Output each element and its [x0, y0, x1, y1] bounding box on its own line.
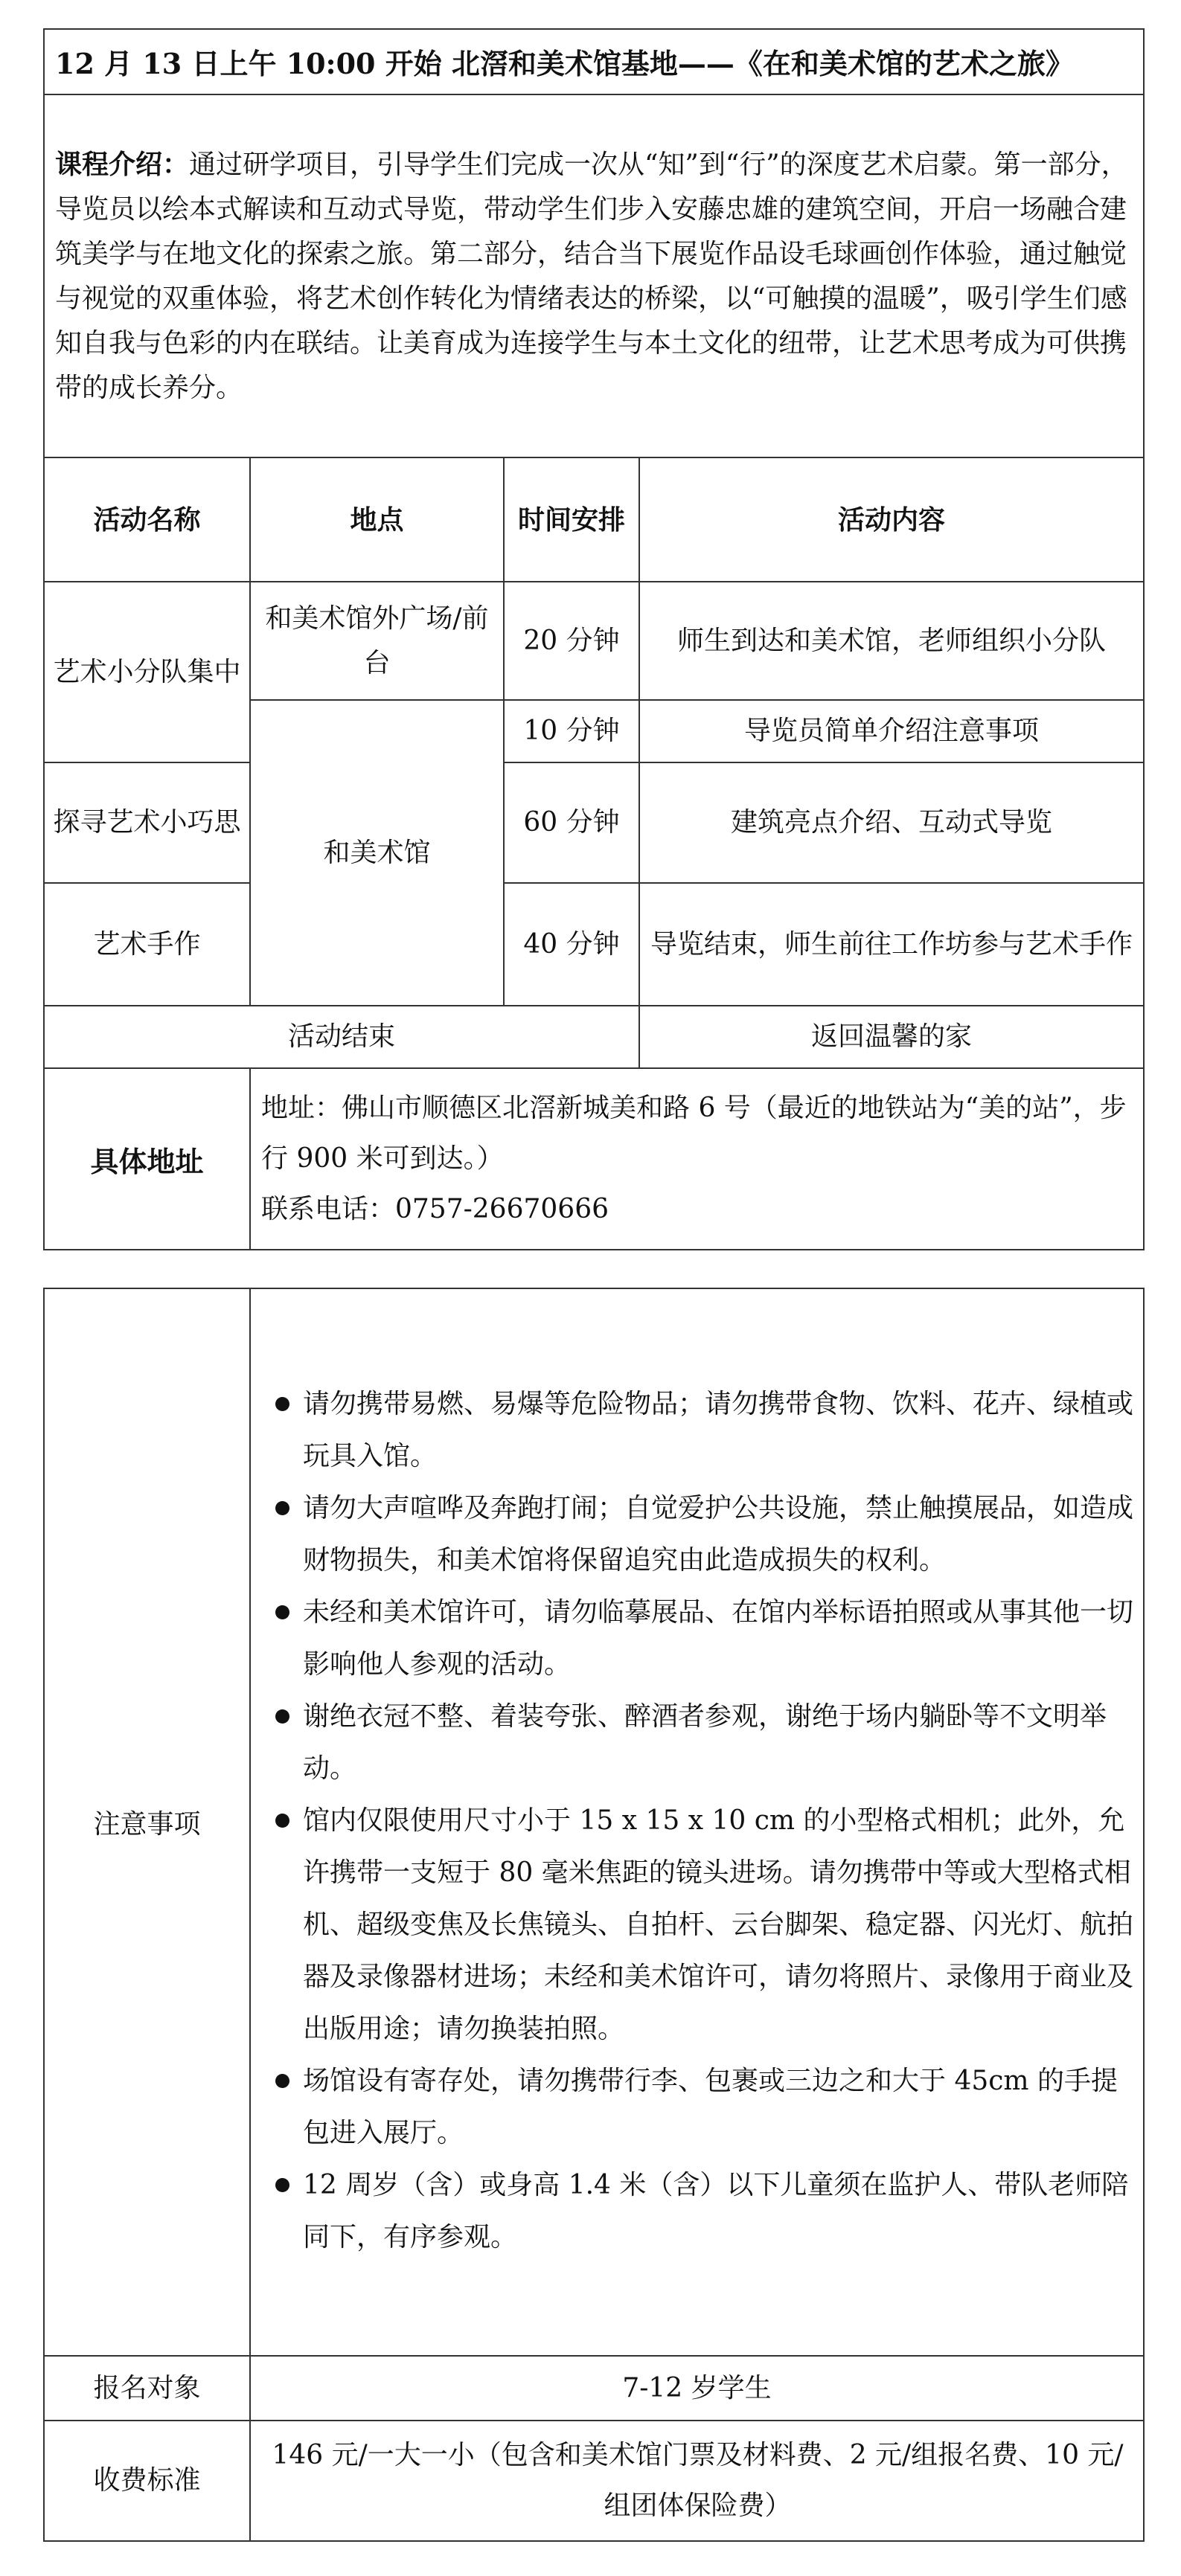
fee-label: 收费标准	[44, 2421, 250, 2541]
fee-value: 146 元/一大一小（包含和美术馆门票及材料费、2 元/组报名费、10 元/组团体保险费）	[250, 2421, 1144, 2541]
notice-text: 未经和美术馆许可，请勿临摹展品、在馆内举标语拍照或从事其他一切影响他人参观的活动。	[303, 1596, 1134, 1680]
page-title: 12 月 13 日上午 10:00 开始 北滘和美术馆基地——《在和美术馆的艺术之旅》	[44, 29, 1144, 94]
notice-item	[261, 1691, 1134, 1795]
notice-item	[261, 1587, 1134, 1691]
intro-label: 课程介绍：	[55, 148, 190, 180]
address-row	[44, 1068, 1144, 1250]
bullet-dot-icon	[261, 1691, 303, 1795]
bullet-dot-icon	[261, 1483, 303, 1587]
enroll-row	[44, 2356, 1144, 2421]
schedule-header-row	[44, 457, 1144, 582]
bullet-dot-icon	[261, 1587, 303, 1691]
activity-location: 和美术馆外广场/前台	[250, 582, 504, 700]
activity-content: 导览员简单介绍注意事项	[639, 700, 1144, 762]
activity-content: 师生到达和美术馆，老师组织小分队	[639, 582, 1144, 700]
enroll-label: 报名对象	[44, 2356, 250, 2421]
title-row	[44, 29, 1144, 94]
activity-name: 艺术小分队集中	[44, 582, 250, 762]
bullet-dot-icon	[261, 1795, 303, 2055]
notice-item	[261, 2055, 1134, 2159]
activity-end-label: 活动结束	[44, 1006, 639, 1068]
intro-text: 通过研学项目，引导学生们完成一次从“知”到“行”的深度艺术启蒙。第一部分，导览员以绘本式解读和互动式导览，带动学生们步入安藤忠雄的建筑空间，开启一场融合建筑美学与在地文化的探索之旅。第二部分，结合当下展览作品设毛球画创作体验，通过触觉与视觉的双重体验，将艺术创作转化为情绪表达的桥梁，以“可触摸的温暖”，吸引学生们感知自我与色彩的内在联结。让美育成为连接学生与本土文化的纽带，让艺术思考成为可供携带的成长养分。	[55, 149, 1128, 403]
course-intro	[44, 94, 1144, 457]
activity-content: 建筑亮点介绍、互动式导览	[639, 762, 1144, 883]
notice-row	[44, 1288, 1144, 2356]
address-label: 具体地址	[44, 1068, 250, 1250]
activity-end-row	[44, 1006, 1144, 1068]
address-cell	[250, 1068, 1144, 1250]
header-activity-name: 活动名称	[44, 457, 250, 582]
notice-list	[250, 1288, 1144, 2356]
activity-time: 40 分钟	[504, 883, 639, 1006]
address-text: 地址：佛山市顺德区北滘新城美和路 6 号（最近的地铁站为“美的站”，步行 900 米可到达。）	[261, 1093, 1127, 1174]
notice-text: 馆内仅限使用尺寸小于 15 x 15 x 10 cm 的小型格式相机；此外，允许携带一支短于 80 毫米焦距的镜头进场。请勿携带中等或大型格式相机、超级变焦及长焦镜头、自拍杆、云台脚架、稳定器、闪光灯、航拍器及录像器材进场；未经和美术馆许可，请勿将照片、录像用于商业及出版用途；请勿换装拍照。	[303, 1805, 1134, 2044]
activity-time: 10 分钟	[504, 700, 639, 762]
notice-item	[261, 1795, 1134, 2055]
activity-time: 60 分钟	[504, 762, 639, 883]
notice-item	[261, 2159, 1134, 2264]
notice-text: 请勿携带易燃、易爆等危险物品；请勿携带食物、饮料、花卉、绿植或玩具入馆。	[303, 1388, 1134, 1471]
contact-phone: 联系电话：0757-26670666	[261, 1194, 609, 1224]
notice-item	[261, 1483, 1134, 1587]
notice-label: 注意事项	[44, 1288, 250, 2356]
course-schedule-table	[43, 28, 1145, 1250]
notice-text: 请勿大声喧哗及奔跑打闹；自觉爱护公共设施，禁止触摸展品，如造成财物损失，和美术馆将保留追究由此造成损失的权利。	[303, 1492, 1134, 1576]
activity-name: 探寻艺术小巧思	[44, 762, 250, 883]
notice-table	[43, 1288, 1145, 2542]
activity-location: 和美术馆	[250, 700, 504, 1006]
bullet-dot-icon	[261, 2055, 303, 2159]
activity-end-value: 返回温馨的家	[639, 1006, 1144, 1068]
intro-row	[44, 94, 1144, 457]
schedule-row	[44, 582, 1144, 700]
activity-time: 20 分钟	[504, 582, 639, 700]
notice-text: 场馆设有寄存处，请勿携带行李、包裹或三边之和大于 45cm 的手提包进入展厅。	[303, 2065, 1118, 2148]
bullet-dot-icon	[261, 2159, 303, 2264]
fee-row	[44, 2421, 1144, 2541]
enroll-value: 7-12 岁学生	[250, 2356, 1144, 2421]
activity-name: 艺术手作	[44, 883, 250, 1006]
schedule-row	[44, 883, 1144, 1006]
header-time: 时间安排	[504, 457, 639, 582]
notice-text: 12 周岁（含）或身高 1.4 米（含）以下儿童须在监护人、带队老师陪同下，有序参观。	[303, 2169, 1129, 2252]
notice-item	[261, 1378, 1134, 1483]
schedule-row	[44, 762, 1144, 883]
header-content: 活动内容	[639, 457, 1144, 582]
bullet-dot-icon	[261, 1378, 303, 1483]
notice-text: 谢绝衣冠不整、着装夸张、醉酒者参观，谢绝于场内躺卧等不文明举动。	[303, 1700, 1107, 1784]
header-location: 地点	[250, 457, 504, 582]
activity-content: 导览结束，师生前往工作坊参与艺术手作	[639, 883, 1144, 1006]
